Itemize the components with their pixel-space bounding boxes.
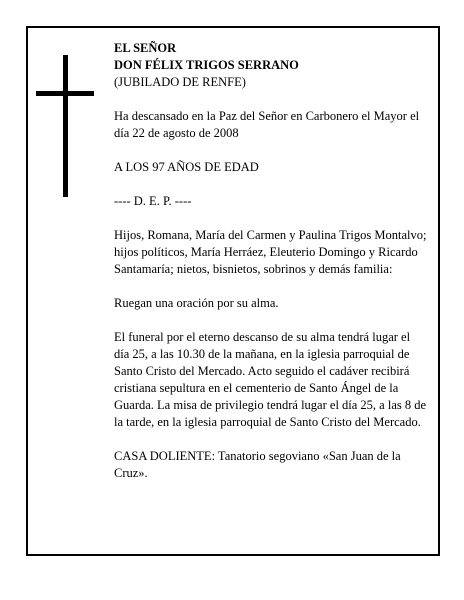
cross-vertical-bar (63, 55, 68, 197)
age-line: A LOS 97 AÑOS DE EDAD (114, 160, 259, 174)
rip-line: ---- D. E. P. ---- (114, 194, 192, 208)
family-paragraph: Hijos, Romana, María del Carmen y Paulina Trigos Montalvo; hijos políticos, María Herráez, Eleuterio Domingo y Ricardo Santamaría; nietos, bisnietos, sobrinos y demás familia: (114, 228, 427, 276)
cross-horizontal-bar (36, 91, 94, 96)
funeral-paragraph: El funeral por el eterno descanso de su alma tendrá lugar el día 25, a las 10.30 de la mañana, en la iglesia parroquial de Santo Cristo del Mercado. Acto seguido el cadáver recibirá cristiana sepultura en el cementerio de Santo Ángel de la Guarda. La misa de privilegio tendrá lugar el día 25, a las 8 de la tarde, en la iglesia parroquial de Santo Cristo del Mercado. (114, 330, 427, 429)
obituary-text (114, 40, 428, 482)
deceased-occupation: (JUBILADO DE RENFE) (114, 75, 246, 89)
rest-paragraph: Ha descansado en la Paz del Señor en Carbonero el Mayor el día 22 de agosto de 2008 (114, 109, 420, 140)
prayer-line: Ruegan una oración por su alma. (114, 296, 279, 310)
mourning-house: CASA DOLIENTE: Tanatorio segoviano «San Juan de la Cruz». (114, 449, 401, 480)
deceased-title: EL SEÑOR (114, 41, 177, 55)
deceased-name: DON FÉLIX TRIGOS SERRANO (114, 58, 299, 72)
cross-icon (36, 55, 94, 197)
